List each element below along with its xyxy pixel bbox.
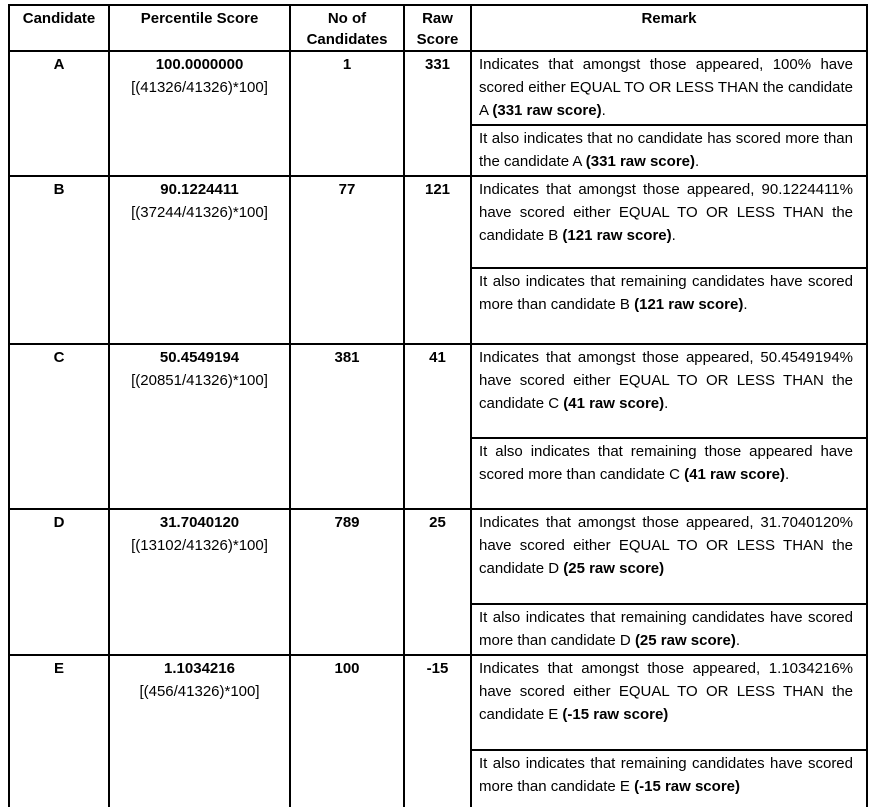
col-header-raw-score: Raw Score xyxy=(404,5,471,51)
percentile-value: 90.1224411 xyxy=(160,181,239,198)
no-of-candidates-cell: 1 xyxy=(290,51,404,176)
no-of-candidates-cell: 381 xyxy=(290,344,404,509)
table-row xyxy=(9,51,867,125)
percentile-value: 31.7040120 xyxy=(159,514,240,531)
remark-cell-primary xyxy=(471,344,867,438)
percentile-formula: [(41326/41326)*100] xyxy=(131,79,268,96)
header-row xyxy=(9,5,867,51)
remark-raw-score: (25 raw score) xyxy=(563,560,665,577)
remark-text: Indicates that amongst those appeared, 31.7040120% have scored either EQUAL TO OR LESS THAN the candidate D xyxy=(479,514,853,577)
remark-text: It also indicates that remaining candidates have scored more than candidate E xyxy=(479,755,853,795)
remark-raw-score: (-15 raw score) xyxy=(634,778,740,795)
table-row xyxy=(9,344,867,438)
remark-cell-secondary xyxy=(471,125,867,176)
percentile-formula: [(37244/41326)*100] xyxy=(131,204,268,221)
remark-cell-primary xyxy=(471,509,867,604)
remark-cell-primary xyxy=(471,176,867,268)
raw-score-cell: 331 xyxy=(404,51,471,176)
raw-score-cell: 41 xyxy=(404,344,471,509)
remark-raw-score: (25 raw score) xyxy=(634,632,736,649)
percentile-cell xyxy=(109,51,290,176)
remark-text: It also indicates that no candidate has scored more than the candidate A xyxy=(479,130,853,170)
no-of-candidates-cell: 77 xyxy=(290,176,404,344)
remark-raw-score: (121 raw score) xyxy=(562,227,672,244)
remark-raw-score: (41 raw score) xyxy=(684,466,786,483)
percentile-value: 50.4549194 xyxy=(159,349,240,366)
remark-raw-score: (331 raw score) xyxy=(492,102,602,119)
remark-text-end: . xyxy=(743,296,748,313)
percentile-formula: [(13102/41326)*100] xyxy=(131,537,268,554)
remark-raw-score: (331 raw score) xyxy=(585,153,695,170)
table-row xyxy=(9,655,867,750)
candidate-cell: E xyxy=(9,655,109,807)
remark-text-end: . xyxy=(664,395,669,412)
percentile-cell xyxy=(109,344,290,509)
remark-raw-score: (41 raw score) xyxy=(563,395,665,412)
remark-text-end: . xyxy=(785,466,790,483)
remark-text: It also indicates that remaining candidates have scored more than candidate D xyxy=(479,609,853,649)
remark-text: Indicates that amongst those appeared, 100% have scored either EQUAL TO OR LESS THAN the candidate A xyxy=(479,56,853,119)
col-header-no-of-candidates: No of Candidates xyxy=(290,5,404,51)
remark-cell-primary xyxy=(471,51,867,125)
table-row xyxy=(9,509,867,604)
remark-text: Indicates that amongst those appeared, 90.1224411% have scored either EQUAL TO OR LESS THAN the candidate B xyxy=(479,181,853,244)
remark-text: Indicates that amongst those appeared, 1.1034216% have scored either EQUAL TO OR LESS THAN the candidate E xyxy=(479,660,853,723)
remark-cell-secondary xyxy=(471,268,867,344)
percentile-formula: [(456/41326)*100] xyxy=(139,683,260,700)
remark-text-end: . xyxy=(601,102,606,119)
remark-cell-primary xyxy=(471,655,867,750)
remark-text: It also indicates that remaining those appeared have scored more than candidate C xyxy=(479,443,853,483)
table-row xyxy=(9,176,867,268)
no-of-candidates-cell: 100 xyxy=(290,655,404,807)
percentile-value: 1.1034216 xyxy=(164,660,235,677)
candidate-cell: B xyxy=(9,176,109,344)
percentile-formula: [(20851/41326)*100] xyxy=(131,372,268,389)
raw-score-cell: 25 xyxy=(404,509,471,655)
percentile-value: 100.0000000 xyxy=(155,56,244,73)
percentile-score-table xyxy=(8,4,868,807)
remark-text-end: . xyxy=(671,227,676,244)
remark-text-end: . xyxy=(735,632,740,649)
col-header-candidate: Candidate xyxy=(9,5,109,51)
remark-cell-secondary xyxy=(471,604,867,655)
candidate-cell: A xyxy=(9,51,109,176)
raw-score-cell: -15 xyxy=(404,655,471,807)
col-header-percentile-score: Percentile Score xyxy=(109,5,290,51)
remark-text-end: . xyxy=(695,153,700,170)
raw-score-cell: 121 xyxy=(404,176,471,344)
remark-raw-score: (-15 raw score) xyxy=(562,706,669,723)
candidate-cell: D xyxy=(9,509,109,655)
no-of-candidates-cell: 789 xyxy=(290,509,404,655)
percentile-cell xyxy=(109,655,290,807)
col-header-remark: Remark xyxy=(471,5,867,51)
percentile-cell xyxy=(109,509,290,655)
remark-raw-score: (121 raw score) xyxy=(634,296,744,313)
candidate-cell: C xyxy=(9,344,109,509)
percentile-cell xyxy=(109,176,290,344)
remark-text: It also indicates that remaining candidates have scored more than candidate B xyxy=(479,273,853,313)
remark-text: Indicates that amongst those appeared, 50.4549194% have scored either EQUAL TO OR LESS THAN the candidate C xyxy=(479,349,853,412)
remark-cell-secondary xyxy=(471,750,867,807)
remark-cell-secondary xyxy=(471,438,867,509)
